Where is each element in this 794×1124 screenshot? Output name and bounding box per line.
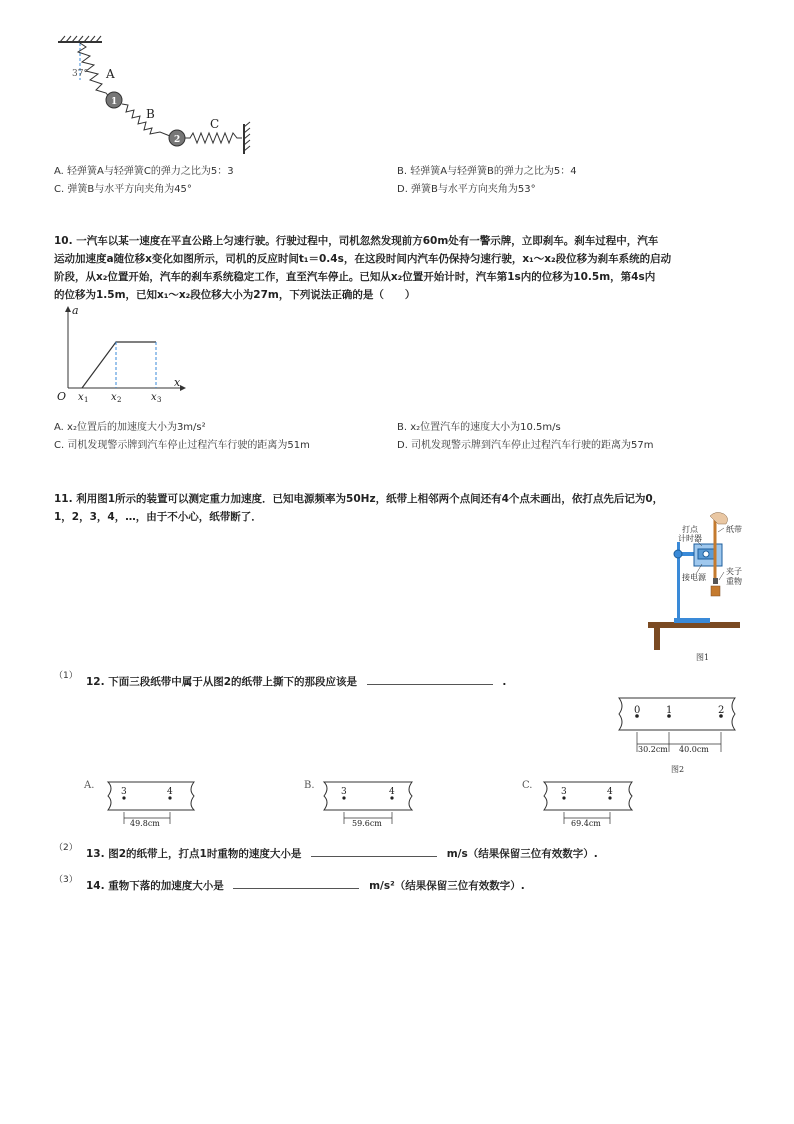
tape-choice-b[interactable] [302, 776, 422, 830]
angle-label: 37° [72, 69, 88, 79]
q10-option-d[interactable]: D. 司机发现警示牌到汽车停止过程汽车行驶的距离为57m [397, 440, 654, 451]
sub-1-text: 12. 下面三段纸带中属于从图2的纸带上撕下的那段应该是 [86, 676, 358, 688]
q10-stem-line-1: 10. 一汽车以某一速度在平直公路上匀速行驶。行驶过程中，司机忽然发现前方60m处有一警示牌，立即刹车。刹车过程中，汽车 [54, 235, 659, 247]
q9-option-c[interactable]: C. 弹簧B与水平方向夹角为45° [54, 184, 192, 195]
tick-x2-sub: 2 [117, 396, 122, 404]
y-axis-label: a [72, 304, 79, 317]
sub-3-answer-blank[interactable] [233, 878, 359, 889]
tick-x1-sub: 1 [84, 396, 89, 404]
q10-option-a[interactable]: A. x₂位置后的加速度大小为3m/s² [54, 422, 206, 433]
choice-b-point-4: 4 [389, 787, 395, 797]
tick-x1: x [78, 392, 84, 403]
q10-option-c[interactable]: C. 司机发现警示牌到汽车停止过程汽车行驶的距离为51m [54, 440, 310, 451]
origin-label: O [57, 390, 67, 403]
sub-3-number: （3） [54, 875, 78, 885]
label-timer-2: 计时器 [678, 534, 702, 543]
choice-a-point-3: 3 [121, 787, 127, 797]
sub-1-text-after: . [502, 676, 507, 688]
sub-2-text-after: m/s（结果保留三位有效数字）. [446, 848, 598, 860]
apparatus-figure-1 [644, 512, 744, 664]
q11-stem-line-1: 11. 利用图1所示的装置可以测定重力加速度．已知电源频率为50Hz，纸带上相邻两个点间还有4个点未画出，依打点先后记为0， [54, 493, 664, 505]
q10-option-b[interactable]: B. x₂位置汽车的速度大小为10.5m/s [397, 422, 561, 433]
spring-a-label: A [106, 67, 115, 81]
sub-2-question [86, 846, 598, 861]
label-power: 接电源 [682, 573, 706, 582]
q9-option-a[interactable]: A. 轻弹簧A与轻弹簧C的弹力之比为5：3 [54, 166, 234, 177]
tape-point-0: 0 [634, 705, 641, 716]
choice-a-point-4: 4 [167, 787, 173, 797]
choice-b-distance: 59.6cm [352, 819, 382, 828]
q10-stem-line-3: 阶段，从x₂位置开始，汽车的刹车系统稳定工作，直至汽车停止。已知从x₂位置开始计时，汽车第1s内的位移为10.5m，第4s内 [54, 271, 656, 283]
sub-2-text: 13. 图2的纸带上，打点1时重物的速度大小是 [86, 848, 302, 860]
choice-b-point-3: 3 [341, 787, 347, 797]
spring-ball-figure [50, 32, 260, 162]
ball-2-label: 2 [174, 135, 181, 145]
choice-c-point-4: 4 [607, 787, 613, 797]
acceleration-displacement-graph [52, 304, 188, 404]
choice-a-distance: 49.8cm [130, 819, 160, 828]
tape-distance-1: 30.2cm [638, 745, 668, 754]
sub-2-number: （2） [54, 843, 78, 853]
figure-1-caption: 图1 [696, 653, 710, 662]
spring-c-label: C [210, 117, 220, 131]
sub-3-text: 14. 重物下落的加速度大小是 [86, 880, 224, 892]
x-axis-label: x [174, 376, 181, 389]
q9-option-d[interactable]: D. 弹簧B与水平方向夹角为53° [397, 184, 536, 195]
tick-x2: x [111, 392, 117, 403]
sub-3-text-after: m/s²（结果保留三位有效数字）. [369, 880, 525, 892]
choice-a-letter: A. [84, 780, 95, 791]
choice-c-letter: C. [522, 780, 533, 791]
tape-point-2: 2 [718, 705, 725, 716]
ball-1-label: 1 [111, 97, 118, 107]
tick-x3-sub: 3 [157, 396, 162, 404]
tick-x3: x [151, 392, 157, 403]
choice-c-point-3: 3 [561, 787, 567, 797]
label-clip: 夹子 [726, 567, 742, 576]
sub-2-answer-blank[interactable] [311, 846, 437, 857]
tape-point-1: 1 [666, 705, 673, 716]
label-weight: 重物 [726, 577, 742, 586]
label-tape: 纸带 [726, 525, 742, 534]
figure-2-caption: 图2 [671, 765, 685, 774]
choice-c-distance: 69.4cm [571, 819, 601, 828]
sub-3-question [86, 878, 525, 893]
q10-stem-line-4: 的位移为1.5m，已知x₁～x₂段位移大小为27m，下列说法正确的是（ ） [54, 289, 416, 301]
tape-distance-2: 40.0cm [679, 745, 709, 754]
q11-stem-line-2: 1，2，3，4，…，由于不小心，纸带断了． [54, 511, 262, 523]
q10-stem-line-2: 运动加速度a随位移x变化如图所示，司机的反应时间t₁＝0.4s，在这段时间内汽车仍保持匀速行驶，x₁～x₂段位移为刹车系统的启动 [54, 253, 672, 265]
choice-b-letter: B. [304, 780, 315, 791]
q9-option-b[interactable]: B. 轻弹簧A与轻弹簧B的弹力之比为5：4 [397, 166, 577, 177]
sub-1-number: （1） [54, 671, 78, 681]
spring-b-label: B [146, 107, 155, 121]
paper-tape-figure-2 [605, 692, 745, 778]
sub-1-question [86, 674, 506, 689]
tape-choice-c[interactable] [520, 776, 642, 830]
tape-choice-a[interactable] [82, 776, 202, 830]
label-timer: 打点 [682, 525, 698, 534]
sub-1-answer-blank[interactable] [367, 674, 493, 685]
